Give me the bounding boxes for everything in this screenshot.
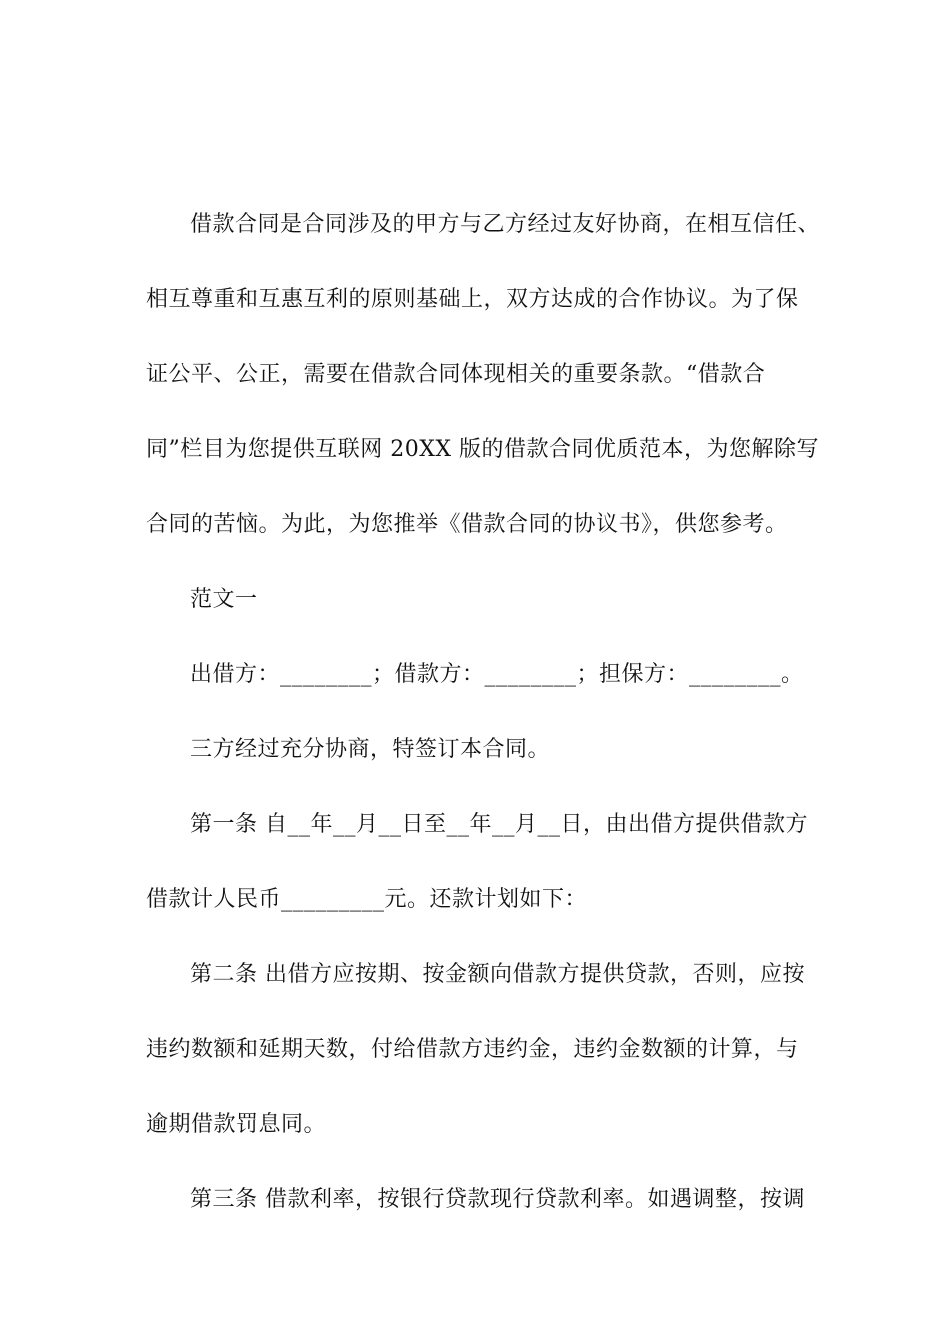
article-3-line-1: 第三条 借款利率，按银行贷款现行贷款利率。如遇调整，按调 [190, 1187, 805, 1212]
agreement-line: 三方经过充分协商，特签订本合同。 [190, 737, 551, 762]
sample-heading: 范文一 [190, 587, 258, 612]
parties-line: 出借方：________；借款方：________；担保方：________。 [190, 662, 804, 687]
article-2-line-1: 第二条 出借方应按期、按金额向借款方提供贷款，否则，应按 [190, 962, 805, 987]
intro-line-4: 同”栏目为您提供互联网 20XX 版的借款合同优质范本，为您解除写 [146, 437, 820, 462]
article-1-line-1: 第一条 自__年__月__日至__年__月__日，由出借方提供借款方 [190, 812, 808, 837]
article-1-line-2: 借款计人民币_________元。还款计划如下： [146, 887, 588, 912]
intro-line-5: 合同的苦恼。为此，为您推举《借款合同的协议书》，供您参考。 [146, 512, 788, 537]
intro-line-2: 相互尊重和互惠互利的原则基础上，双方达成的合作协议。为了保 [146, 287, 799, 312]
intro-line-3: 证公平、公正，需要在借款合同体现相关的重要条款。“借款合 [146, 362, 766, 387]
intro-line-1: 借款合同是合同涉及的甲方与乙方经过友好协商，在相互信任、 [190, 212, 821, 237]
article-2-line-3: 逾期借款罚息同。 [146, 1112, 327, 1137]
article-2-line-2: 违约数额和延期天数，付给借款方违约金，违约金数额的计算，与 [146, 1037, 799, 1062]
